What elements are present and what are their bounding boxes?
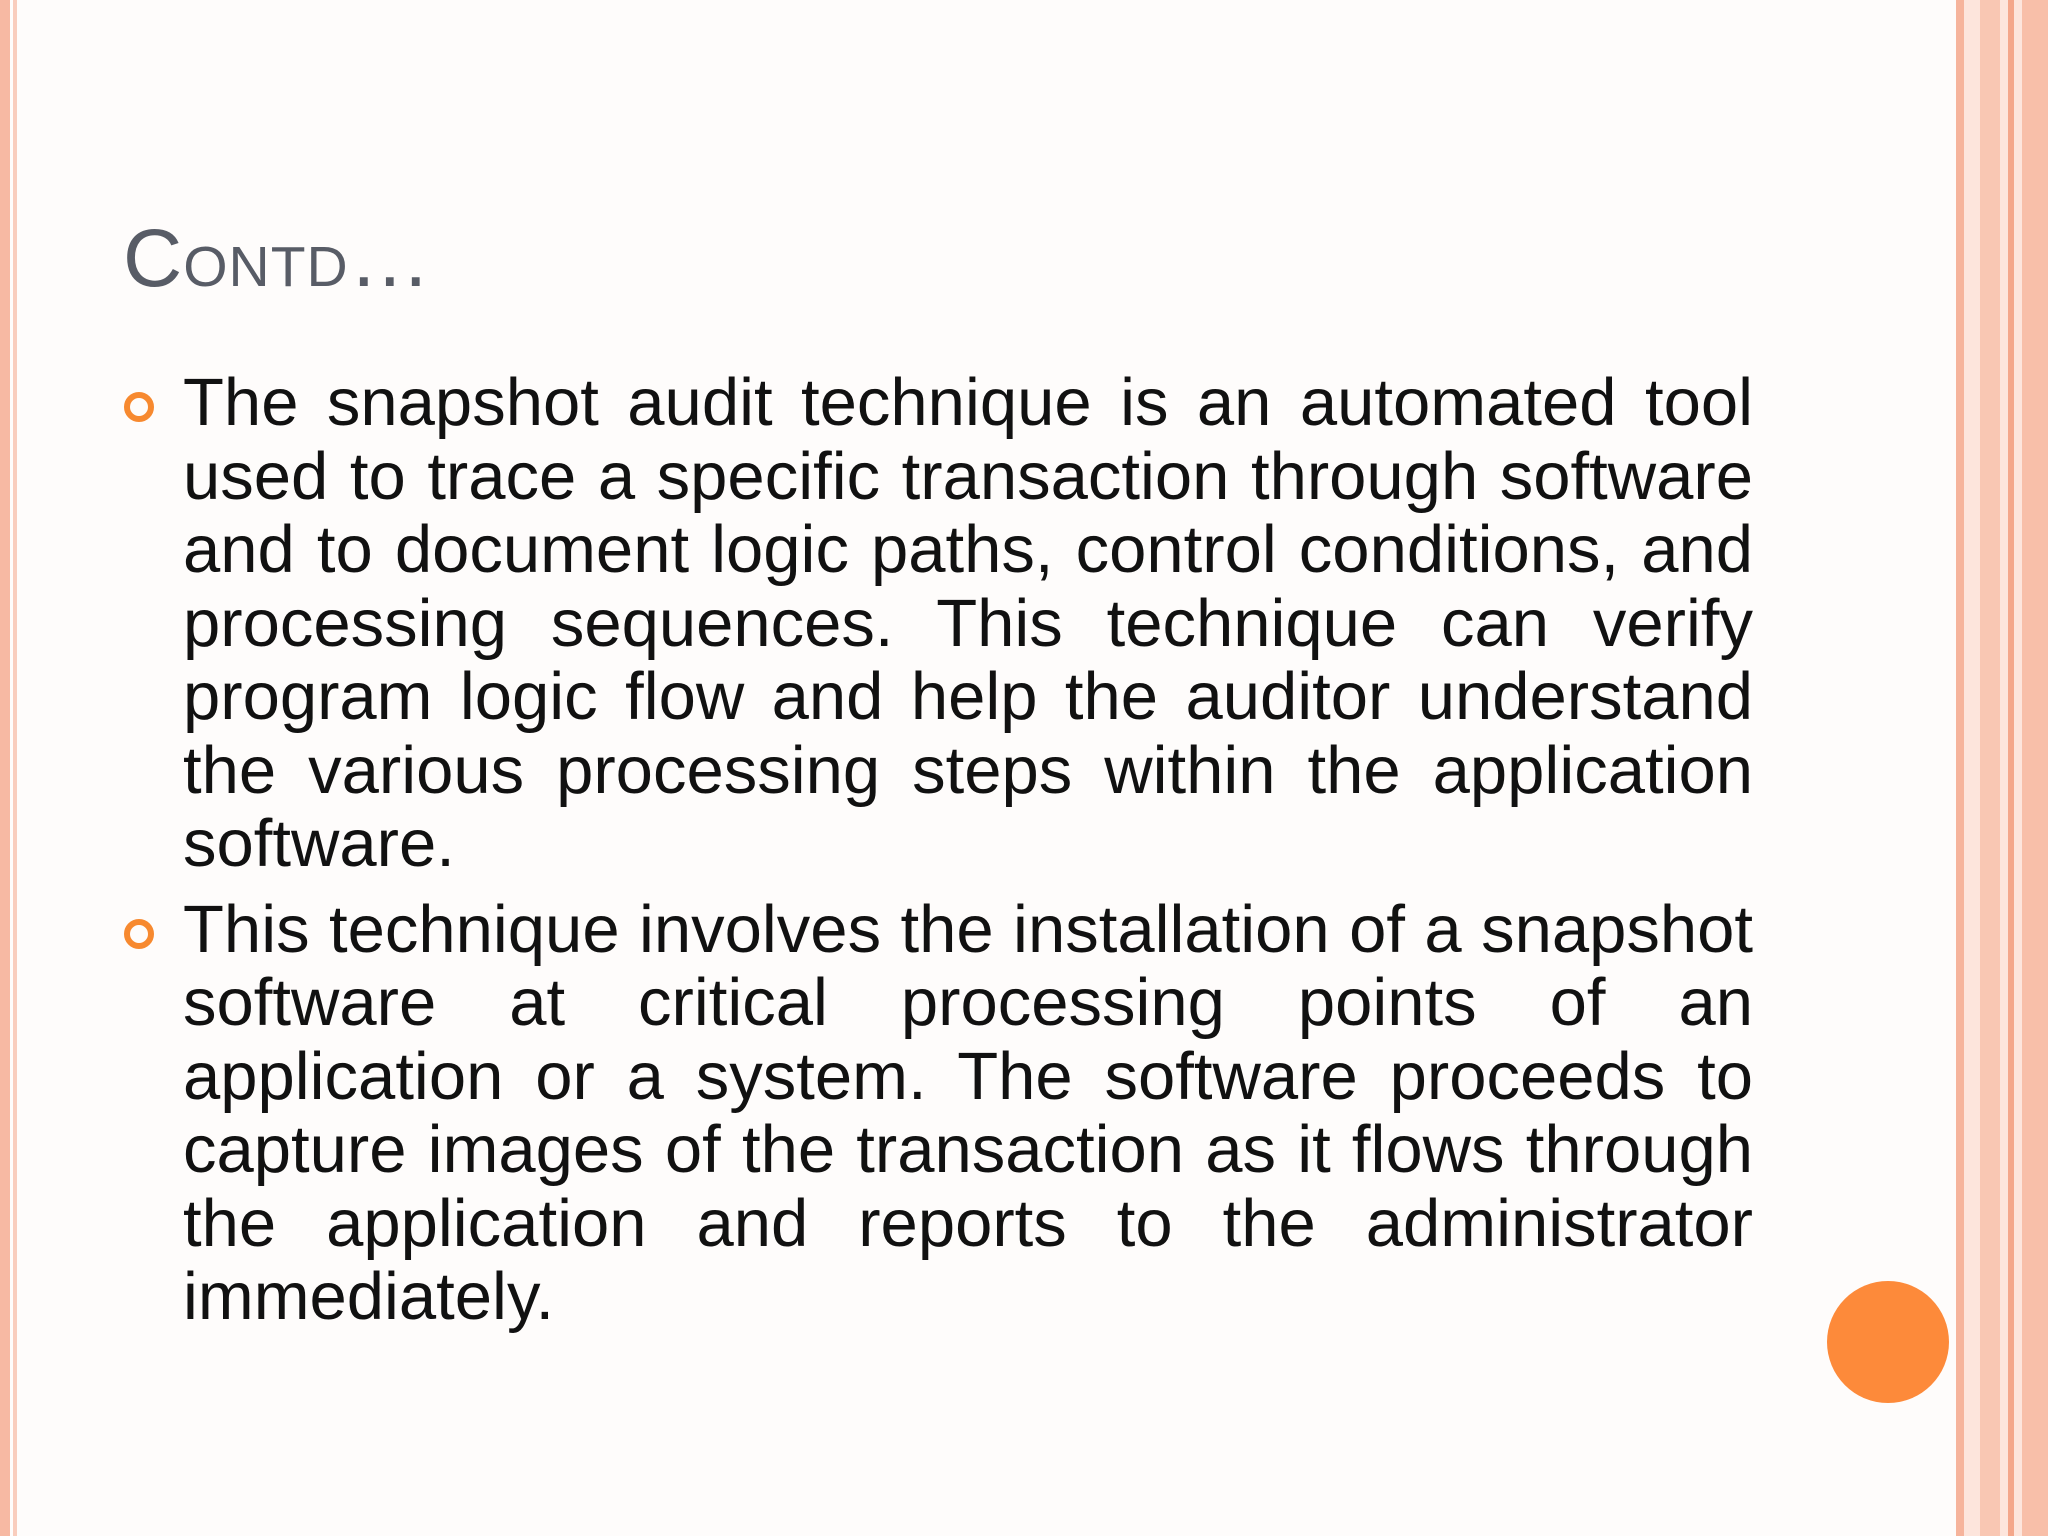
left-border-stripe-inner xyxy=(13,0,17,1536)
right-border-stripe xyxy=(2008,0,2014,1536)
ring-bullet-icon xyxy=(124,392,154,422)
slide-title: Contd… xyxy=(123,213,432,304)
right-border-stripe xyxy=(1956,0,1964,1536)
right-border-stripe xyxy=(1980,0,2000,1536)
left-border-stripe xyxy=(0,0,10,1536)
bullet-item xyxy=(183,893,1753,1334)
bullet-list xyxy=(183,366,1753,1346)
bullet-text: The snapshot audit technique is an automated tool used to trace a specific transaction through software and to document logic paths, control conditions, and processing sequences. This technique can verify program logic flow and help the auditor understand the various processing steps within the application software. xyxy=(183,365,1753,881)
right-border-stripe xyxy=(2022,0,2048,1536)
orange-circle-icon xyxy=(1827,1281,1949,1403)
bullet-item xyxy=(183,366,1753,881)
bullet-text: This technique involves the installation of a snapshot software at critical processing points of an application or a system. The software proceeds to capture images of the transaction as it flows through the application and reports to the administrator immediately. xyxy=(183,891,1753,1334)
ring-bullet-icon xyxy=(124,919,154,949)
